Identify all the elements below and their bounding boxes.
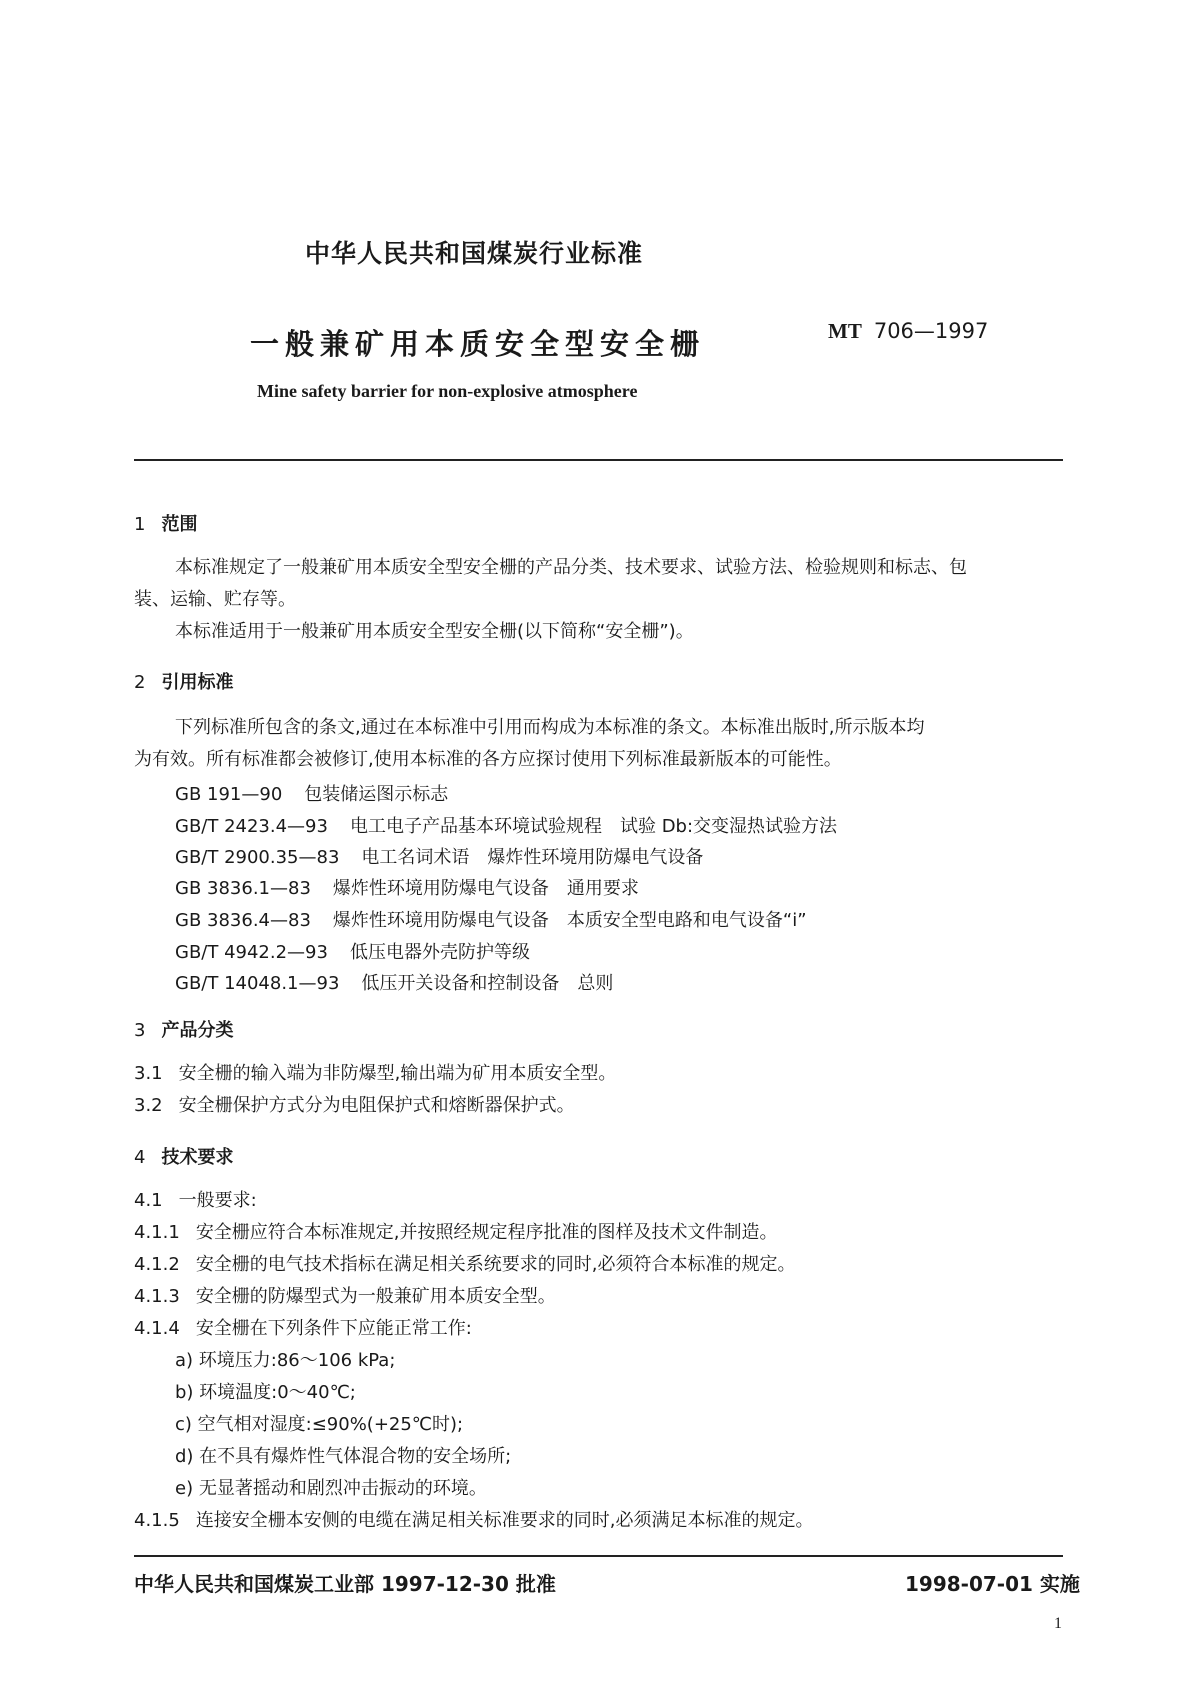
clause-number: 3.1 bbox=[134, 1063, 163, 1084]
reference-title: 低压开关设备和控制设备 总则 bbox=[361, 973, 614, 994]
condition-item: b) 环境温度:0～40℃; bbox=[175, 1382, 356, 1403]
condition-item: a) 环境压力:86～106 kPa; bbox=[175, 1350, 396, 1371]
paragraph: 为有效。所有标准都会被修订,使用本标准的各方应探讨使用下列标准最新版本的可能性。 bbox=[134, 749, 842, 770]
section-title: 范围 bbox=[161, 514, 198, 535]
section-2-heading bbox=[134, 668, 233, 694]
reference-item bbox=[175, 812, 837, 838]
section-number: 2 bbox=[134, 672, 146, 693]
reference-item bbox=[175, 843, 703, 869]
reference-item bbox=[175, 906, 807, 932]
section-title: 产品分类 bbox=[161, 1020, 234, 1041]
section-title: 引用标准 bbox=[161, 672, 234, 693]
clause bbox=[134, 1090, 575, 1122]
standard-code-prefix: MT bbox=[828, 319, 862, 343]
reference-item bbox=[175, 969, 613, 995]
page-number: 1 bbox=[1054, 1615, 1062, 1632]
condition-item: e) 无显著摇动和剧烈冲击振动的环境。 bbox=[175, 1478, 487, 1499]
reference-item bbox=[175, 938, 530, 964]
paragraph: 本标准规定了一般兼矿用本质安全型安全栅的产品分类、技术要求、试验方法、检验规则和标志、包 bbox=[175, 557, 967, 578]
clause-text: 安全栅应符合本标准规定,并按照经规定程序批准的图样及技术文件制造。 bbox=[195, 1222, 778, 1243]
reference-title: 爆炸性环境用防爆电气设备 本质安全型电路和电气设备“i” bbox=[332, 910, 807, 931]
section-1-heading bbox=[134, 510, 197, 536]
section-3-heading bbox=[134, 1016, 233, 1042]
clause bbox=[134, 1217, 778, 1249]
standard-code bbox=[828, 319, 988, 344]
paragraph: 下列标准所包含的条文,通过在本标准中引用而构成为本标准的条文。本标准出版时,所示版本均 bbox=[175, 717, 925, 738]
clause bbox=[134, 1281, 556, 1313]
reference-title: 电工名词术语 爆炸性环境用防爆电气设备 bbox=[361, 847, 704, 868]
clause-text: 安全栅的防爆型式为一般兼矿用本质安全型。 bbox=[195, 1286, 556, 1307]
reference-title: 低压电器外壳防护等级 bbox=[349, 942, 530, 963]
clause-number: 4.1 bbox=[134, 1190, 163, 1211]
reference-item bbox=[175, 874, 639, 900]
clause-number: 4.1.1 bbox=[134, 1222, 180, 1243]
clause-number: 4.1.4 bbox=[134, 1318, 180, 1339]
clause-text: 连接安全栅本安侧的电缆在满足相关标准要求的同时,必须满足本标准的规定。 bbox=[195, 1510, 814, 1531]
header-divider bbox=[134, 459, 1063, 461]
condition-item: c) 空气相对湿度:≤90%(+25℃时); bbox=[175, 1414, 464, 1435]
reference-title: 包装储运图示标志 bbox=[304, 784, 449, 805]
reference-title: 爆炸性环境用防爆电气设备 通用要求 bbox=[332, 878, 639, 899]
clause-text: 一般要求: bbox=[178, 1190, 257, 1211]
document-title: 一般兼矿用本质安全型安全栅 bbox=[250, 327, 706, 361]
reference-title: 电工电子产品基本环境试验规程 试验 Db:交变湿热试验方法 bbox=[349, 816, 838, 837]
section-4-heading bbox=[134, 1143, 233, 1169]
approval-line: 中华人民共和国煤炭工业部 1997-12-30 批准 bbox=[134, 1572, 556, 1596]
section-number: 3 bbox=[134, 1020, 146, 1041]
section-number: 4 bbox=[134, 1147, 146, 1168]
clause-number: 4.1.2 bbox=[134, 1254, 180, 1275]
clause-number: 4.1.3 bbox=[134, 1286, 180, 1307]
clause-number: 3.2 bbox=[134, 1095, 163, 1116]
clause bbox=[134, 1249, 796, 1281]
english-subtitle: Mine safety barrier for non-explosive atmosphere bbox=[257, 381, 638, 401]
reference-item bbox=[175, 780, 448, 806]
paragraph: 装、运输、贮存等。 bbox=[134, 589, 296, 610]
reference-code: GB 191—90 bbox=[175, 784, 283, 805]
reference-code: GB/T 4942.2—93 bbox=[175, 942, 328, 963]
clause bbox=[134, 1058, 616, 1090]
reference-code: GB/T 2900.35—83 bbox=[175, 847, 340, 868]
clause bbox=[134, 1185, 257, 1217]
reference-code: GB/T 2423.4—93 bbox=[175, 816, 328, 837]
org-standard-title: 中华人民共和国煤炭行业标准 bbox=[305, 239, 644, 268]
clause bbox=[134, 1313, 472, 1345]
clause bbox=[134, 1505, 814, 1537]
section-number: 1 bbox=[134, 514, 146, 535]
paragraph: 本标准适用于一般兼矿用本质安全型安全栅(以下简称“安全栅”)。 bbox=[175, 621, 694, 642]
clause-text: 安全栅保护方式分为电阻保护式和熔断器保护式。 bbox=[178, 1095, 575, 1116]
implementation-date: 1998-07-01 实施 bbox=[905, 1572, 1080, 1596]
clause-text: 安全栅的输入端为非防爆型,输出端为矿用本质安全型。 bbox=[178, 1063, 617, 1084]
reference-code: GB 3836.1—83 bbox=[175, 878, 311, 899]
reference-code: GB/T 14048.1—93 bbox=[175, 973, 340, 994]
section-title: 技术要求 bbox=[161, 1147, 234, 1168]
condition-item: d) 在不具有爆炸性气体混合物的安全场所; bbox=[175, 1446, 512, 1467]
footer-divider bbox=[134, 1555, 1063, 1557]
clause-number: 4.1.5 bbox=[134, 1510, 180, 1531]
standard-code-number: 706—1997 bbox=[873, 319, 989, 343]
clause-text: 安全栅的电气技术指标在满足相关系统要求的同时,必须符合本标准的规定。 bbox=[195, 1254, 796, 1275]
clause-text: 安全栅在下列条件下应能正常工作: bbox=[195, 1318, 472, 1339]
reference-code: GB 3836.4—83 bbox=[175, 910, 311, 931]
